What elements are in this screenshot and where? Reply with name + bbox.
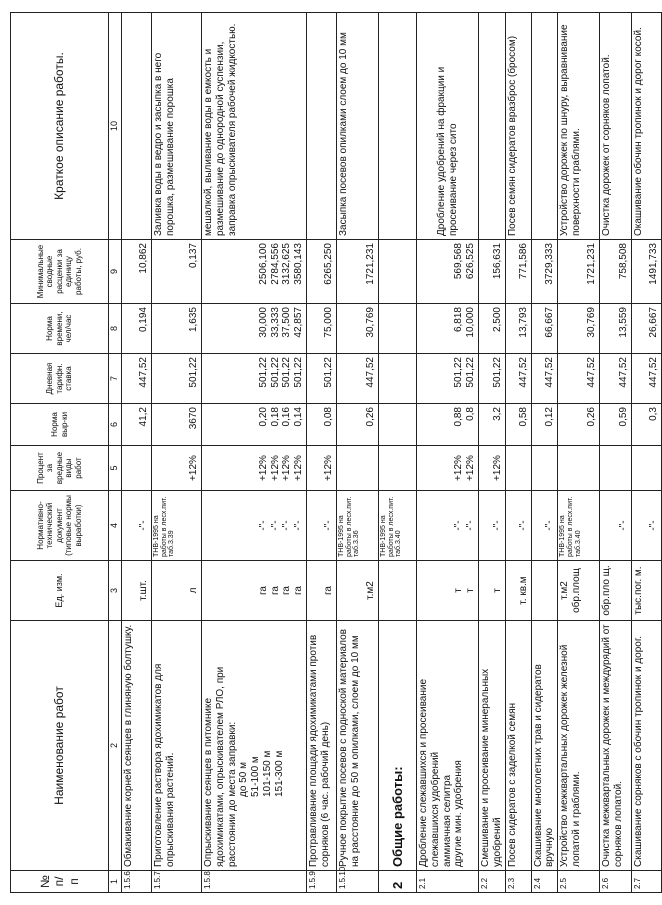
header-unit: Ед. изм. xyxy=(11,561,109,621)
row-unit xyxy=(202,561,307,621)
row-price: 0,137 xyxy=(152,240,202,304)
row-time: 75,000 xyxy=(307,304,337,354)
row-doc: -"- xyxy=(122,491,152,561)
row-name xyxy=(417,621,479,871)
sub-item-doc: -"- xyxy=(293,520,305,531)
row-name: Скашивание многолетних трав и сидератов вручную xyxy=(531,621,558,871)
row-doc: -"- xyxy=(479,491,506,561)
row-rate: 447,52 xyxy=(337,354,379,404)
row-unit: т.м2 обр.площ xyxy=(558,561,600,621)
header-desc: Краткое описание работы. xyxy=(11,13,109,240)
table-row xyxy=(337,13,379,893)
row-desc: Окашивание обочин тропинок и дорог косой. xyxy=(632,13,662,240)
section-no: 2 xyxy=(379,871,417,893)
row-norm xyxy=(417,404,479,446)
empty-cell xyxy=(379,354,417,404)
row-name: Скашивание сорняков с обочин тропинок и дорог. xyxy=(632,621,662,871)
row-price xyxy=(417,240,479,304)
sub-item-pct: +12% xyxy=(257,455,269,481)
sub-item-doc: -"- xyxy=(453,520,465,531)
column-number-row xyxy=(109,13,122,893)
sub-item-name: 101-150 м xyxy=(261,750,273,797)
row-pct: +12% xyxy=(307,446,337,491)
row-price: 6265,250 xyxy=(307,240,337,304)
row-name: Приготовление раствора ядохимикатов для опрыскивания растений. xyxy=(152,621,202,871)
row-time: 0,194 xyxy=(122,304,152,354)
sub-item-price: 2784,556 xyxy=(269,243,281,285)
row-desc xyxy=(307,13,337,240)
row-unit: л xyxy=(152,561,202,621)
row-name: Устройство межквартальных дорожек железной лопатой и граблями. xyxy=(558,621,600,871)
sub-item-name: аммиачная селитра xyxy=(441,774,453,867)
table-row xyxy=(531,13,558,893)
col-num-7: 7 xyxy=(109,354,122,404)
row-doc: -"- xyxy=(600,491,632,561)
row-no: 2.4 xyxy=(531,871,558,893)
sub-item-rate: 501,22 xyxy=(281,357,293,388)
sub-item-rate: 501,22 xyxy=(465,357,477,388)
row-no: 1.5.8 xyxy=(202,871,307,893)
header-norm: Норма выр-ки xyxy=(11,404,109,446)
sub-item-doc: -"- xyxy=(269,520,281,531)
row-pct xyxy=(122,446,152,491)
row-price: 10,862 xyxy=(122,240,152,304)
table-row xyxy=(417,13,479,893)
row-no: 1.5.6 xyxy=(122,871,152,893)
row-price xyxy=(202,240,307,304)
row-norm: 3,2 xyxy=(479,404,506,446)
table-row xyxy=(152,13,202,893)
table-row xyxy=(600,13,632,893)
row-norm: 0,26 xyxy=(558,404,600,446)
row-norm: 0,58 xyxy=(505,404,531,446)
row-doc: -"- xyxy=(632,491,662,561)
header-time: Норма времени, чел/час xyxy=(11,304,109,354)
row-doc: ТНВ-1995 на работы в лесх.пит. таб.3.36 xyxy=(337,491,379,561)
row-price: 758,508 xyxy=(600,240,632,304)
row-pct xyxy=(417,446,479,491)
col-num-6: 6 xyxy=(109,404,122,446)
header-pct: Процент за вредные виды работ xyxy=(11,446,109,491)
row-pct: +12% xyxy=(152,446,202,491)
row-no: 2.2 xyxy=(479,871,506,893)
row-time xyxy=(417,304,479,354)
header-rate: Дневная тарифн. ставка xyxy=(11,354,109,404)
sub-item-unit: т xyxy=(453,588,465,593)
col-num-1: 1 xyxy=(109,871,122,893)
row-rate: 447,52 xyxy=(632,354,662,404)
table-row xyxy=(307,13,337,893)
row-rate: 501,22 xyxy=(479,354,506,404)
row-rate: 447,52 xyxy=(558,354,600,404)
empty-cell xyxy=(379,240,417,304)
row-name: Посев сидератов с заделкой семян xyxy=(505,621,531,871)
row-no: 2.5 xyxy=(558,871,600,893)
row-norm xyxy=(202,404,307,446)
row-pct: +12% xyxy=(479,446,506,491)
row-price: 1721,231 xyxy=(337,240,379,304)
row-doc: ТНВ-1995 на работы в лесх.пит. таб.3.40 xyxy=(558,491,600,561)
col-num-8: 8 xyxy=(109,304,122,354)
row-unit: га xyxy=(307,561,337,621)
row-price: 771,586 xyxy=(505,240,531,304)
row-price: 1721,231 xyxy=(558,240,600,304)
row-name: Протравливание площади ядохимикатами против сорняков (6 час. рабочий день) xyxy=(307,621,337,871)
row-rate: 447,52 xyxy=(600,354,632,404)
row-desc: Засыпка посевов опилками слоем до 10 мм xyxy=(337,13,379,240)
empty-cell xyxy=(379,561,417,621)
section-doc: ТНВ-1995 на работы в лесх.пит. таб.3.40 xyxy=(379,491,417,561)
empty-cell xyxy=(379,304,417,354)
row-desc: Дробление удобрений на фракции и просеивание через сито xyxy=(417,13,479,240)
row-no: 2.3 xyxy=(505,871,531,893)
row-unit: тыс.пог. м. xyxy=(632,561,662,621)
col-num-4: 4 xyxy=(109,491,122,561)
table-row xyxy=(632,13,662,893)
table-row xyxy=(505,13,531,893)
sub-item-norm: 0,20 xyxy=(257,407,269,427)
sub-item-unit: га xyxy=(293,586,305,595)
row-pct xyxy=(600,446,632,491)
row-name: Ручное покрытие посевов с подноской материалов на расстояние до 50 м опилками, слоем до 10 мм xyxy=(337,621,379,871)
row-rate xyxy=(417,354,479,404)
row-name: Обмакивание корней сеянцев в глиняную болтушку. xyxy=(122,621,152,871)
section-row xyxy=(379,13,417,893)
row-desc: мешалкой, выливание воды в емкость и размешивание до однородной суспензии, заправка опрыскивателя рабочей жидкостью. xyxy=(202,13,307,240)
row-unit xyxy=(417,561,479,621)
sub-item-name: другие мин. удобрения xyxy=(453,760,465,867)
row-rate: 447,52 xyxy=(122,354,152,404)
sub-item-time: 30,000 xyxy=(257,307,269,338)
sub-item-time: 42,857 xyxy=(293,307,305,338)
col-num-9: 9 xyxy=(109,240,122,304)
row-time: 2,500 xyxy=(479,304,506,354)
row-desc: Устройство дорожек по шнуру, выравнивание поверхности граблями. xyxy=(558,13,600,240)
row-time: 1,635 xyxy=(152,304,202,354)
sub-item-price: 626,525 xyxy=(465,243,477,280)
sub-item-unit: га xyxy=(281,586,293,595)
row-doc xyxy=(417,491,479,561)
table-row xyxy=(202,13,307,893)
row-time xyxy=(202,304,307,354)
row-norm: 0,08 xyxy=(307,404,337,446)
sub-item-pct: +12% xyxy=(465,455,477,481)
row-no: 2.6 xyxy=(600,871,632,893)
row-unit: т.шт. xyxy=(122,561,152,621)
table-row xyxy=(479,13,506,893)
sub-item-rate: 501,22 xyxy=(293,357,305,388)
row-rate: 447,52 xyxy=(505,354,531,404)
row-pct xyxy=(505,446,531,491)
section-title: Общие работы: xyxy=(379,621,417,871)
row-desc xyxy=(122,13,152,240)
row-time: 30,769 xyxy=(337,304,379,354)
sub-item-name: 51-100 м xyxy=(250,756,262,797)
row-name-main: Дробление слежавшихся и просеивание слежавшихся удобрений xyxy=(418,678,441,867)
header-row xyxy=(11,13,109,893)
row-desc xyxy=(479,13,506,240)
sub-item-norm: 0,14 xyxy=(293,407,305,427)
row-desc: Заливка воды в ведро и засыпка в него порошка, размешивание порошка xyxy=(152,13,202,240)
empty-cell xyxy=(379,446,417,491)
row-no: 1.5.7 xyxy=(152,871,202,893)
row-price: 156,631 xyxy=(479,240,506,304)
row-norm: 0,3 xyxy=(632,404,662,446)
row-norm: 41,2 xyxy=(122,404,152,446)
col-num-10: 10 xyxy=(109,13,122,240)
row-unit: обр.пло щ. xyxy=(600,561,632,621)
sub-item-price: 3132,625 xyxy=(281,243,293,285)
sub-item-pct: +12% xyxy=(453,455,465,481)
row-price: 1491,733 xyxy=(632,240,662,304)
row-name-main: Опрыскивание сеянцев в питомнике ядохимикатами, опрыскивателем РЛО, при расстоянии до места заправки: xyxy=(203,666,238,867)
header-no: № п/п xyxy=(11,871,109,893)
row-time: 30,769 xyxy=(558,304,600,354)
sub-item-norm: 0,16 xyxy=(281,407,293,427)
row-norm: 3670 xyxy=(152,404,202,446)
row-no: 2.1 xyxy=(417,871,479,893)
col-num-3: 3 xyxy=(109,561,122,621)
sub-item-name: 151-300 м xyxy=(273,750,285,797)
row-name: Очистка межквартальных дорожек и междурядий от сорняков лопатой. xyxy=(600,621,632,871)
row-rate xyxy=(202,354,307,404)
row-time: 66,667 xyxy=(531,304,558,354)
row-desc: Очистка дорожек от сорняков лопатой. xyxy=(600,13,632,240)
row-time: 13,559 xyxy=(600,304,632,354)
row-pct xyxy=(558,446,600,491)
row-no: 1.5.10 xyxy=(337,871,379,893)
header-price: Минимальные сводные расценки за единицу работы, руб. xyxy=(11,240,109,304)
sub-item-rate: 501,22 xyxy=(269,357,281,388)
sub-item-name: до 50 м xyxy=(238,762,250,797)
row-doc: -"- xyxy=(505,491,531,561)
row-norm: 0,12 xyxy=(531,404,558,446)
row-rate: 501,22 xyxy=(152,354,202,404)
row-desc xyxy=(531,13,558,240)
col-num-5: 5 xyxy=(109,446,122,491)
row-doc xyxy=(202,491,307,561)
sub-item-rate: 501,22 xyxy=(257,357,269,388)
table-row xyxy=(558,13,600,893)
sub-item-price: 2506,100 xyxy=(257,243,269,285)
row-pct xyxy=(632,446,662,491)
sub-item-time: 33,333 xyxy=(269,307,281,338)
sub-item-norm: 0,88 xyxy=(453,407,465,427)
row-rate: 447,52 xyxy=(531,354,558,404)
sub-item-doc: -"- xyxy=(465,520,477,531)
sub-item-price: 3580,143 xyxy=(293,243,305,285)
empty-cell xyxy=(379,13,417,240)
row-norm: 0,59 xyxy=(600,404,632,446)
row-name xyxy=(202,621,307,871)
row-pct xyxy=(531,446,558,491)
sub-item-time: 37,500 xyxy=(281,307,293,338)
rates-table xyxy=(10,12,662,893)
row-time: 13,793 xyxy=(505,304,531,354)
row-norm: 0,26 xyxy=(337,404,379,446)
sub-item-time: 10,000 xyxy=(465,307,477,338)
sub-item-unit: га xyxy=(257,586,269,595)
sub-item-rate: 501,22 xyxy=(453,357,465,388)
empty-cell xyxy=(379,404,417,446)
sub-item-pct: +12% xyxy=(293,455,305,481)
sub-item-pct: +12% xyxy=(281,455,293,481)
sub-item-pct: +12% xyxy=(269,455,281,481)
row-no: 2.7 xyxy=(632,871,662,893)
header-name: Наименование работ xyxy=(11,621,109,871)
row-pct xyxy=(337,446,379,491)
row-time: 26,667 xyxy=(632,304,662,354)
header-doc: Нормативно-технический документ (типовые нормы выработки) xyxy=(11,491,109,561)
row-pct xyxy=(202,446,307,491)
row-no: 1.5.9 xyxy=(307,871,337,893)
row-price: 3729,333 xyxy=(531,240,558,304)
sub-item-price: 569,568 xyxy=(453,243,465,280)
sub-item-doc: -"- xyxy=(257,520,269,531)
sub-item-unit: га xyxy=(269,586,281,595)
row-doc: ТНВ-1995 на работы в лесх.пит. таб.3.39 xyxy=(152,491,202,561)
sub-item-unit: т xyxy=(465,588,477,593)
table-row xyxy=(122,13,152,893)
row-unit: т xyxy=(479,561,506,621)
col-num-2: 2 xyxy=(109,621,122,871)
row-desc: Посев семян сидератов вразброс (бросом) xyxy=(505,13,531,240)
row-doc: -"- xyxy=(307,491,337,561)
row-doc: -"- xyxy=(531,491,558,561)
sub-item-doc: -"- xyxy=(281,520,293,531)
row-unit xyxy=(531,561,558,621)
row-name: Смешивание и просеивание минеральных удобрений xyxy=(479,621,506,871)
row-rate: 501,22 xyxy=(307,354,337,404)
sub-item-norm: 0,8 xyxy=(465,407,477,421)
sub-item-norm: 0,18 xyxy=(269,407,281,427)
row-unit: т.м2 xyxy=(337,561,379,621)
row-unit: т. кв.м xyxy=(505,561,531,621)
sub-item-time: 6,818 xyxy=(453,307,465,333)
